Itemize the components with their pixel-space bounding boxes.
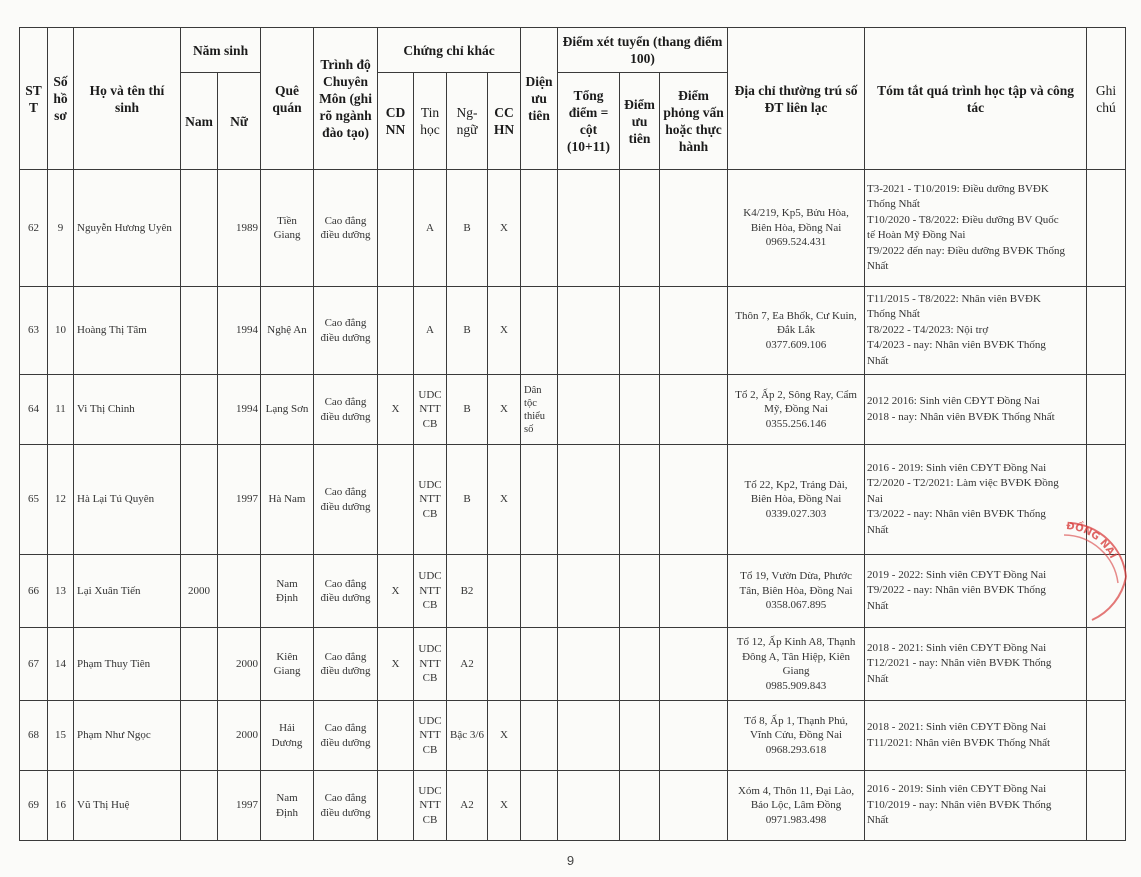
cell-so-ho-so: 12 bbox=[48, 445, 74, 555]
cell-dia-chi bbox=[728, 445, 865, 555]
cell-tom-tat bbox=[865, 701, 1087, 771]
cell-que-quan-line: Nam bbox=[276, 792, 298, 804]
cell-diem-phong-van bbox=[660, 555, 728, 628]
cell-tom-tat-line: Thống Nhất bbox=[867, 308, 920, 321]
stamp-text: ĐỒNG NAI bbox=[1065, 520, 1119, 561]
cell-dia-chi-line: 0968.293.618 bbox=[765, 743, 827, 756]
cell-que-quan bbox=[261, 701, 314, 771]
cell-tin-hoc bbox=[414, 375, 447, 445]
cell-dia-chi bbox=[728, 287, 865, 375]
cell-trinh-do-line: điều dưỡng bbox=[320, 229, 371, 241]
cell-cchn: X bbox=[488, 287, 521, 375]
cell-tin-hoc-line: NTT bbox=[419, 657, 441, 670]
cell-tom-tat-line: 2016 - 2019: Sinh viên CĐYT Đồng Nai bbox=[867, 783, 1047, 796]
cell-nu: 1997 bbox=[218, 771, 261, 841]
cell-ghi-chu bbox=[1087, 628, 1126, 701]
cell-ho-ten: Hà Lại Tú Quyên bbox=[74, 445, 181, 555]
cell-dia-chi-line: Vĩnh Cửu, Đồng Nai bbox=[749, 729, 843, 742]
cell-trinh-do-line: điều dưỡng bbox=[320, 665, 371, 677]
cell-tom-tat-line: T2/2020 - T2/2021: Làm việc BVĐK Đồng bbox=[867, 477, 1059, 490]
cell-dia-chi-line: Tổ 8, Ấp 1, Thạnh Phú, bbox=[744, 714, 848, 727]
header-que-quan: Quê quán bbox=[261, 28, 314, 170]
cell-so-ho-so: 14 bbox=[48, 628, 74, 701]
cell-nu: 2000 bbox=[218, 701, 261, 771]
table-row bbox=[20, 287, 1126, 375]
cell-tom-tat-line: T9/2022 - nay: Nhân viên BVĐK Thống bbox=[867, 584, 1046, 597]
cell-dia-chi-line: Bảo Lộc, Lâm Đồng bbox=[750, 799, 842, 812]
cell-tin-hoc-line: CB bbox=[422, 507, 438, 520]
cell-tin-hoc-line: UDC bbox=[418, 478, 442, 491]
cell-diem-uu-tien bbox=[620, 701, 660, 771]
cell-tin-hoc bbox=[414, 701, 447, 771]
cell-dia-chi-line: Xóm 4, Thôn 11, Đại Lào, bbox=[737, 784, 855, 797]
table-row bbox=[20, 555, 1126, 628]
cell-ngoai-ngu: B bbox=[447, 445, 488, 555]
cell-dien-uu-tien bbox=[521, 170, 558, 287]
cell-so-ho-so: 16 bbox=[48, 771, 74, 841]
cell-diem-phong-van bbox=[660, 701, 728, 771]
header-cchn: CC HN bbox=[488, 73, 521, 170]
cell-dia-chi bbox=[728, 170, 865, 287]
cell-que-quan-line: Nghệ An bbox=[267, 324, 307, 337]
cell-stt: 69 bbox=[20, 771, 48, 841]
cell-tong-diem bbox=[558, 701, 620, 771]
cell-que-quan-line: Lạng Sơn bbox=[265, 403, 309, 416]
cell-que-quan bbox=[261, 555, 314, 628]
table-row bbox=[20, 170, 1126, 287]
cell-que-quan-line: Dương bbox=[271, 736, 303, 749]
cell-diem-phong-van bbox=[660, 771, 728, 841]
cell-trinh-do bbox=[314, 555, 378, 628]
cell-trinh-do bbox=[314, 628, 378, 701]
cell-dien-uu-tien-line: tộc bbox=[524, 397, 537, 409]
cell-dien-uu-tien bbox=[521, 555, 558, 628]
cell-diem-uu-tien bbox=[620, 445, 660, 555]
cell-cchn: X bbox=[488, 375, 521, 445]
header-nam-sinh: Năm sinh bbox=[181, 28, 261, 73]
cell-trinh-do-line: điều dưỡng bbox=[320, 806, 371, 819]
header-ngoai-ngu: Ng- ngữ bbox=[447, 73, 488, 170]
cell-nam bbox=[181, 375, 218, 445]
cell-tom-tat-line: T11/2021: Nhân viên BVĐK Thống Nhất bbox=[867, 736, 1051, 749]
cell-stt: 65 bbox=[20, 445, 48, 555]
header-ghi-chu: Ghi chú bbox=[1087, 28, 1126, 170]
cell-tin-hoc-line: CB bbox=[422, 743, 438, 756]
cell-ngoai-ngu: A2 bbox=[447, 771, 488, 841]
cell-tom-tat bbox=[865, 628, 1087, 701]
cell-nu bbox=[218, 555, 261, 628]
cell-que-quan bbox=[261, 170, 314, 287]
cell-diem-phong-van bbox=[660, 445, 728, 555]
cell-ho-ten: Vũ Thị Huệ bbox=[74, 771, 181, 841]
cell-que-quan-line: Nam bbox=[276, 577, 298, 590]
cell-trinh-do bbox=[314, 375, 378, 445]
cell-trinh-do-line: điều dưỡng bbox=[320, 592, 371, 604]
cell-que-quan bbox=[261, 771, 314, 841]
cell-tin-hoc-line: NTT bbox=[419, 799, 441, 812]
cell-trinh-do bbox=[314, 445, 378, 555]
cell-nam bbox=[181, 771, 218, 841]
cell-que-quan-line: Định bbox=[276, 592, 299, 604]
cell-tin-hoc-line: UDC bbox=[418, 643, 442, 656]
cell-tom-tat-line: T3-2021 - T10/2019: Điều dưỡng BVĐK bbox=[867, 182, 1049, 195]
cell-trinh-do-line: điều dưỡng bbox=[320, 500, 371, 513]
cell-ho-ten: Phạm Như Ngọc bbox=[74, 701, 181, 771]
cell-nam bbox=[181, 628, 218, 701]
cell-tom-tat-line: 2018 - 2021: Sinh viên CĐYT Đồng Nai bbox=[867, 641, 1047, 654]
cell-trinh-do bbox=[314, 771, 378, 841]
cell-tom-tat-line: T11/2015 - T8/2022: Nhân viên BVĐK bbox=[867, 292, 1041, 305]
cell-dia-chi-line: 0355.256.146 bbox=[765, 417, 827, 430]
cell-que-quan-line: Hải bbox=[279, 722, 295, 734]
cell-trinh-do-line: điều dưỡng bbox=[320, 736, 371, 749]
cell-tom-tat-line: 2019 - 2022: Sinh viên CĐYT Đồng Nai bbox=[867, 568, 1047, 581]
table-row bbox=[20, 628, 1126, 701]
cell-cdnn: X bbox=[378, 555, 414, 628]
cell-tom-tat-line: T10/2020 - T8/2022: Điều dưỡng BV Quốc bbox=[867, 213, 1059, 226]
cell-cdnn bbox=[378, 170, 414, 287]
cell-tom-tat-line: Thống Nhất bbox=[867, 198, 920, 210]
cell-dia-chi-line: Tổ 2, Ấp 2, Sông Ray, Cẩm bbox=[735, 388, 857, 401]
header-nam: Nam bbox=[181, 73, 218, 170]
header-tom-tat: Tóm tắt quá trình học tập và công tác bbox=[865, 28, 1087, 170]
cell-cchn: X bbox=[488, 170, 521, 287]
cell-ghi-chu bbox=[1087, 445, 1126, 555]
cell-tom-tat bbox=[865, 170, 1087, 287]
cell-nu: 1994 bbox=[218, 375, 261, 445]
cell-dia-chi-line: Mỹ, Đồng Nai bbox=[764, 403, 828, 416]
cell-dia-chi-line: K4/219, Kp5, Bửu Hòa, bbox=[743, 207, 849, 220]
cell-tong-diem bbox=[558, 445, 620, 555]
cell-diem-uu-tien bbox=[620, 628, 660, 701]
cell-dien-uu-tien bbox=[521, 701, 558, 771]
cell-cchn bbox=[488, 555, 521, 628]
cell-tin-hoc-line: NTT bbox=[419, 584, 441, 597]
cell-ho-ten: Phạm Thuy Tiên bbox=[74, 628, 181, 701]
cell-que-quan-line: Hà Nam bbox=[268, 493, 306, 506]
cell-ho-ten: Hoàng Thị Tâm bbox=[74, 287, 181, 375]
cell-tom-tat-line: T12/2021 - nay: Nhân viên BVĐK Thống bbox=[867, 657, 1052, 670]
cell-que-quan-line: Giang bbox=[273, 229, 301, 241]
cell-dia-chi-line: Tổ 12, Ấp Kinh A8, Thạnh bbox=[736, 636, 856, 648]
header-diem-uu-tien: Điểm ưu tiên bbox=[620, 73, 660, 170]
cell-stt: 63 bbox=[20, 287, 48, 375]
cell-ngoai-ngu: A2 bbox=[447, 628, 488, 701]
cell-tom-tat-line: 2018 - nay: Nhân viên BVĐK Thống Nhất bbox=[867, 410, 1055, 423]
cell-tin-hoc bbox=[414, 628, 447, 701]
cell-dia-chi-line: 0377.609.106 bbox=[765, 338, 827, 351]
cell-trinh-do-line: Cao đẳng bbox=[324, 577, 367, 590]
cell-tom-tat-line: Nhất bbox=[867, 354, 889, 367]
cell-diem-phong-van bbox=[660, 287, 728, 375]
cell-dia-chi-line: 0971.983.498 bbox=[765, 813, 827, 826]
page-number: 9 bbox=[566, 853, 575, 868]
cell-tin-hoc-line: CB bbox=[422, 599, 438, 612]
header-dien-uu-tien: Diện ưu tiên bbox=[521, 28, 558, 170]
cell-trinh-do-line: Cao đẳng bbox=[324, 396, 367, 408]
header-chung-chi-khac: Chứng chỉ khác bbox=[378, 28, 521, 73]
cell-dia-chi bbox=[728, 628, 865, 701]
header-trinh-do: Trình độ Chuyên Môn (ghi rõ ngành đào tạo) bbox=[314, 28, 378, 170]
cell-stt: 62 bbox=[20, 170, 48, 287]
cell-nam bbox=[181, 445, 218, 555]
cell-nu: 2000 bbox=[218, 628, 261, 701]
cell-tin-hoc bbox=[414, 555, 447, 628]
cell-tin-hoc-line: CB bbox=[422, 813, 438, 826]
cell-stt: 64 bbox=[20, 375, 48, 445]
cell-ngoai-ngu: Bậc 3/6 bbox=[447, 701, 488, 771]
cell-tong-diem bbox=[558, 375, 620, 445]
cell-so-ho-so: 10 bbox=[48, 287, 74, 375]
cell-diem-phong-van bbox=[660, 170, 728, 287]
cell-dien-uu-tien bbox=[521, 445, 558, 555]
cell-tin-hoc-line: UDC bbox=[418, 714, 442, 727]
cell-dia-chi-line: Tổ 19, Vườn Dừa, Phước bbox=[740, 570, 852, 583]
cell-ghi-chu bbox=[1087, 375, 1126, 445]
cell-trinh-do-line: Cao đẳng bbox=[324, 722, 367, 734]
cell-dien-uu-tien-line: số bbox=[524, 423, 534, 435]
cell-tin-hoc bbox=[414, 170, 447, 287]
cell-nam: 2000 bbox=[181, 555, 218, 628]
table-row bbox=[20, 701, 1126, 771]
cell-tin-hoc bbox=[414, 287, 447, 375]
header-tong-diem: Tổng điểm = cột (10+11) bbox=[558, 73, 620, 170]
cell-tom-tat bbox=[865, 287, 1087, 375]
cell-tom-tat-line: Nhất bbox=[867, 260, 889, 272]
cell-diem-uu-tien bbox=[620, 287, 660, 375]
cell-tom-tat-line: Nhất bbox=[867, 672, 889, 685]
cell-dia-chi bbox=[728, 555, 865, 628]
cell-so-ho-so: 15 bbox=[48, 701, 74, 771]
cell-ghi-chu bbox=[1087, 701, 1126, 771]
cell-tin-hoc-line: A bbox=[426, 221, 434, 234]
cell-cdnn bbox=[378, 445, 414, 555]
cell-que-quan-line: Giang bbox=[273, 665, 301, 677]
table-row bbox=[20, 375, 1126, 445]
cell-ho-ten: Nguyễn Hương Uyên bbox=[74, 170, 181, 287]
cell-cdnn bbox=[378, 701, 414, 771]
cell-tong-diem bbox=[558, 287, 620, 375]
cell-so-ho-so: 9 bbox=[48, 170, 74, 287]
cell-que-quan-line: Kiên bbox=[276, 650, 298, 663]
cell-tin-hoc-line: UDC bbox=[418, 784, 442, 797]
cell-dia-chi-line: Đắk Lắk bbox=[776, 324, 816, 337]
cell-dien-uu-tien bbox=[521, 287, 558, 375]
table-header bbox=[20, 28, 1126, 170]
cell-dia-chi bbox=[728, 771, 865, 841]
cell-que-quan bbox=[261, 287, 314, 375]
cell-dia-chi-line: Đông A, Tân Hiệp, Kiên bbox=[742, 650, 851, 663]
cell-tin-hoc-line: NTT bbox=[419, 493, 441, 506]
header-diem-phong-van: Điểm phỏng vấn hoặc thực hành bbox=[660, 73, 728, 170]
header-nu: Nữ bbox=[218, 73, 261, 170]
cell-trinh-do-line: điều dưỡng bbox=[320, 410, 371, 423]
cell-tom-tat-line: T3/2022 - nay: Nhân viên BVĐK Thống bbox=[867, 508, 1046, 521]
cell-tin-hoc-line: A bbox=[426, 324, 434, 337]
cell-diem-phong-van bbox=[660, 375, 728, 445]
cell-tom-tat-line: Nai bbox=[867, 492, 883, 505]
cell-trinh-do-line: Cao đẳng bbox=[324, 650, 367, 663]
cell-dia-chi-line: Tân, Biên Hòa, Đồng Nai bbox=[739, 584, 853, 597]
cell-cchn: X bbox=[488, 701, 521, 771]
cell-tom-tat-line: 2012 2016: Sinh viên CĐYT Đồng Nai bbox=[867, 395, 1040, 407]
header-diem-xet-tuyen: Điểm xét tuyển (thang điểm 100) bbox=[558, 28, 728, 73]
cell-que-quan bbox=[261, 445, 314, 555]
cell-diem-uu-tien bbox=[620, 555, 660, 628]
cell-ghi-chu bbox=[1087, 771, 1126, 841]
cell-dia-chi-line: 0985.909.843 bbox=[765, 679, 827, 692]
cell-stt: 68 bbox=[20, 701, 48, 771]
cell-tom-tat bbox=[865, 375, 1087, 445]
cell-tong-diem bbox=[558, 555, 620, 628]
cell-dia-chi bbox=[728, 375, 865, 445]
cell-tom-tat bbox=[865, 555, 1087, 628]
cell-cchn: X bbox=[488, 771, 521, 841]
cell-nu: 1997 bbox=[218, 445, 261, 555]
cell-nam bbox=[181, 170, 218, 287]
cell-dien-uu-tien bbox=[521, 628, 558, 701]
cell-dia-chi bbox=[728, 701, 865, 771]
cell-tom-tat-line: 2016 - 2019: Sinh viên CĐYT Đồng Nai bbox=[867, 461, 1047, 474]
cell-tin-hoc bbox=[414, 771, 447, 841]
header-tin-hoc: Tin học bbox=[414, 73, 447, 170]
cell-trinh-do-line: Cao đẳng bbox=[324, 317, 367, 329]
cell-trinh-do-line: Cao đẳng bbox=[324, 214, 367, 227]
cell-dia-chi-line: 0358.067.895 bbox=[765, 599, 827, 612]
cell-tin-hoc-line: CB bbox=[422, 672, 438, 685]
table-row bbox=[20, 771, 1126, 841]
cell-stt: 67 bbox=[20, 628, 48, 701]
cell-que-quan bbox=[261, 375, 314, 445]
cell-diem-uu-tien bbox=[620, 170, 660, 287]
cell-cchn bbox=[488, 628, 521, 701]
cell-tom-tat-line: Nhất bbox=[867, 814, 889, 827]
cell-nam bbox=[181, 287, 218, 375]
cell-trinh-do bbox=[314, 701, 378, 771]
cell-que-quan-line: Tiền bbox=[277, 214, 297, 227]
cell-nu: 1989 bbox=[218, 170, 261, 287]
cell-tom-tat-line: T4/2023 - nay: Nhân viên BVĐK Thống bbox=[867, 339, 1046, 352]
cell-cdnn bbox=[378, 771, 414, 841]
cell-dien-uu-tien-line: Dân bbox=[524, 384, 542, 396]
cell-so-ho-so: 13 bbox=[48, 555, 74, 628]
header-ho-ten: Họ và tên thí sinh bbox=[74, 28, 181, 170]
cell-ngoai-ngu: B bbox=[447, 375, 488, 445]
table-body bbox=[20, 170, 1126, 841]
cell-dia-chi-line: Biên Hòa, Đồng Nai bbox=[750, 221, 842, 234]
header-dia-chi: Địa chỉ thường trú số ĐT liên lạc bbox=[728, 28, 865, 170]
cell-ngoai-ngu: B bbox=[447, 287, 488, 375]
cell-tin-hoc-line: UDC bbox=[418, 570, 442, 583]
cell-ho-ten: Vi Thị Chinh bbox=[74, 375, 181, 445]
cell-cchn: X bbox=[488, 445, 521, 555]
cell-tin-hoc-line: CB bbox=[422, 417, 438, 430]
cell-diem-uu-tien bbox=[620, 771, 660, 841]
candidate-table bbox=[19, 27, 1126, 841]
cell-tom-tat-line: T9/2022 đến nay: Điều dưỡng BVĐK Thống bbox=[867, 244, 1065, 257]
cell-nam bbox=[181, 701, 218, 771]
cell-tom-tat bbox=[865, 771, 1087, 841]
cell-dia-chi-line: Giang bbox=[782, 665, 810, 677]
cell-tom-tat-line: Nhất bbox=[867, 523, 889, 536]
cell-so-ho-so: 11 bbox=[48, 375, 74, 445]
cell-dien-uu-tien bbox=[521, 375, 558, 445]
cell-tom-tat-line: T8/2022 - T4/2023: Nội trợ bbox=[867, 323, 989, 336]
cell-dia-chi-line: 0969.524.431 bbox=[765, 236, 827, 249]
cell-diem-phong-van bbox=[660, 628, 728, 701]
cell-dia-chi-line: 0339.027.303 bbox=[765, 507, 827, 520]
cell-trinh-do-line: Cao đẳng bbox=[324, 792, 367, 804]
cell-tin-hoc-line: NTT bbox=[419, 729, 441, 742]
cell-dia-chi-line: Thôn 7, Ea Bhốk, Cư Kuin, bbox=[735, 309, 857, 322]
cell-tom-tat-line: tế Hoàn Mỹ Đồng Nai bbox=[867, 229, 966, 241]
cell-ngoai-ngu: B bbox=[447, 170, 488, 287]
cell-trinh-do-line: điều dưỡng bbox=[320, 331, 371, 344]
cell-cdnn: X bbox=[378, 628, 414, 701]
cell-tom-tat-line: Nhất bbox=[867, 599, 889, 612]
cell-que-quan bbox=[261, 628, 314, 701]
cell-ngoai-ngu: B2 bbox=[447, 555, 488, 628]
cell-ghi-chu bbox=[1087, 170, 1126, 287]
cell-ho-ten: Lại Xuân Tiến bbox=[74, 555, 181, 628]
cell-tong-diem bbox=[558, 771, 620, 841]
cell-tong-diem bbox=[558, 170, 620, 287]
cell-dien-uu-tien-line: thiểu bbox=[524, 410, 546, 422]
cell-tin-hoc bbox=[414, 445, 447, 555]
cell-tin-hoc-line: NTT bbox=[419, 403, 441, 416]
header-so-ho-so: Số hồ sơ bbox=[48, 28, 74, 170]
cell-tin-hoc-line: UDC bbox=[418, 388, 442, 401]
cell-trinh-do bbox=[314, 287, 378, 375]
cell-que-quan-line: Định bbox=[276, 806, 299, 819]
header-stt: ST T bbox=[20, 28, 48, 170]
cell-tom-tat-line: 2018 - 2021: Sinh viên CĐYT Đồng Nai bbox=[867, 721, 1047, 733]
cell-ghi-chu bbox=[1087, 555, 1126, 628]
cell-dien-uu-tien bbox=[521, 771, 558, 841]
cell-diem-uu-tien bbox=[620, 375, 660, 445]
cell-cdnn: X bbox=[378, 375, 414, 445]
cell-dia-chi-line: Tổ 22, Kp2, Trảng Dài, bbox=[744, 478, 848, 491]
cell-stt: 66 bbox=[20, 555, 48, 628]
cell-ghi-chu bbox=[1087, 287, 1126, 375]
table-row bbox=[20, 445, 1126, 555]
cell-tom-tat-line: T10/2019 - nay: Nhân viên BVĐK Thống bbox=[867, 798, 1052, 811]
cell-cdnn bbox=[378, 287, 414, 375]
cell-tong-diem bbox=[558, 628, 620, 701]
header-cdnn: CD NN bbox=[378, 73, 414, 170]
cell-dia-chi-line: Biên Hòa, Đồng Nai bbox=[750, 493, 842, 506]
cell-nu: 1994 bbox=[218, 287, 261, 375]
cell-tom-tat bbox=[865, 445, 1087, 555]
cell-trinh-do-line: Cao đẳng bbox=[324, 486, 367, 498]
cell-trinh-do bbox=[314, 170, 378, 287]
